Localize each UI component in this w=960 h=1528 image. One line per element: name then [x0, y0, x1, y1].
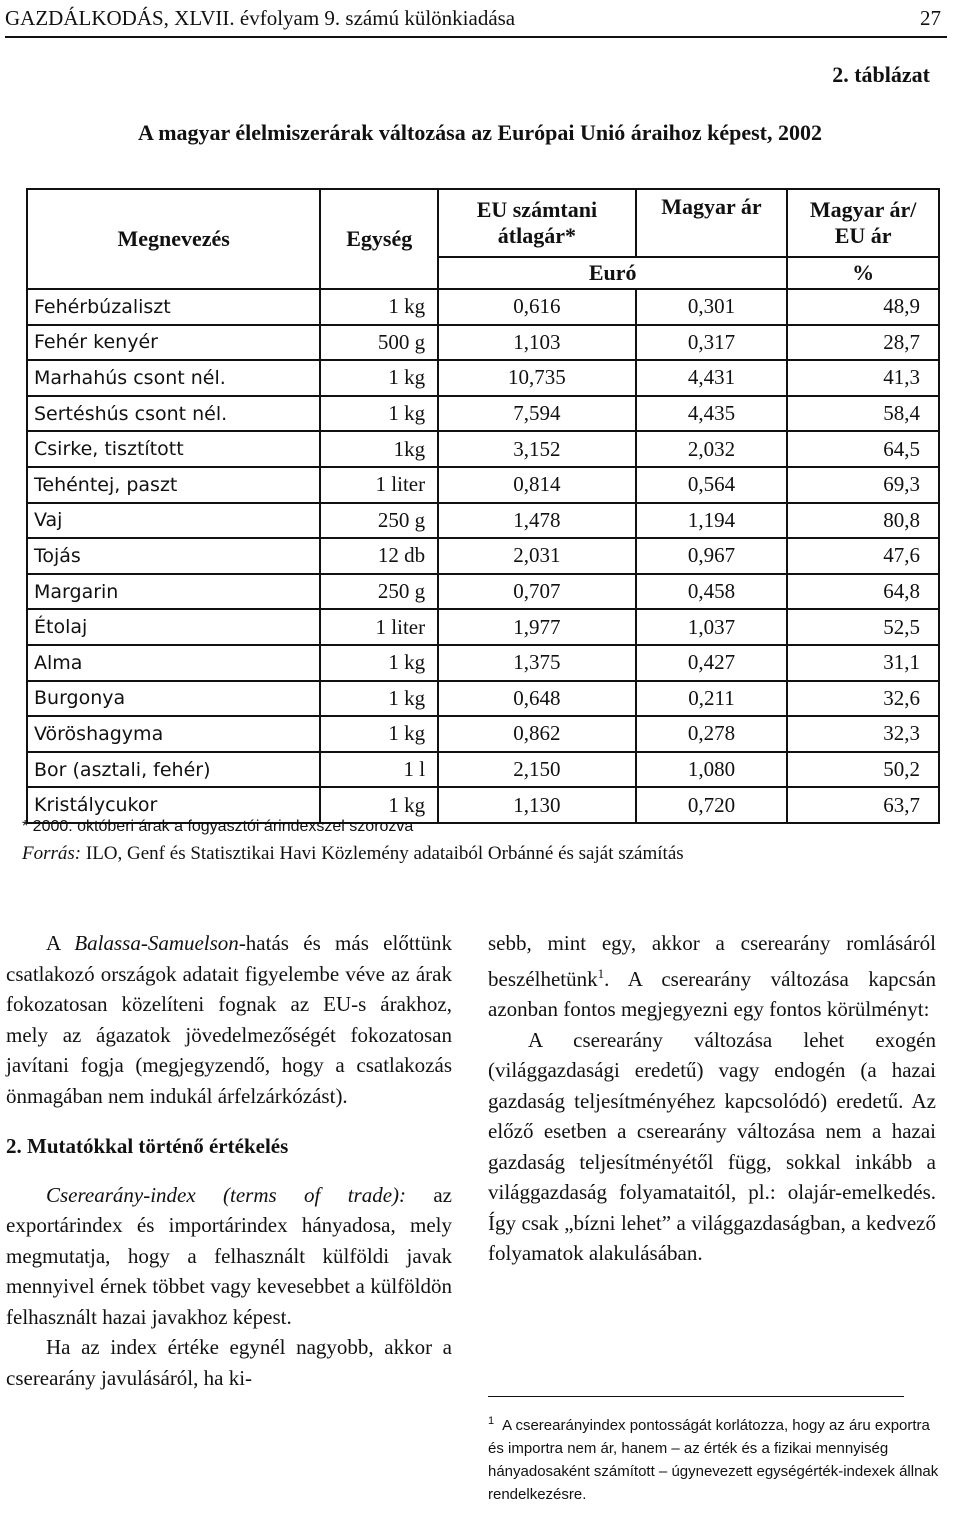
paragraph: A cserearány változása lehet exogén (világgazdasági eredetű) vagy endogén (a hazai gazdaság teljesítményéhez kapcsolódó) eredetű. Az előző esetben a cserearány változása nem a hazai gazdaság teljesítményétől függ, sokkal inkább a világgazdaság folyamataitól, pl.: olajár-emelkedés. Így csak „bízni lehet” a világgazdaságban, a kedvező folyamatok alakulásában.	[488, 1027, 936, 1265]
table-row	[27, 431, 939, 467]
cell-hu-price: 1,037	[636, 609, 788, 645]
table-row	[27, 681, 939, 717]
cell-name: Fehérbúzaliszt	[27, 289, 320, 325]
table-row	[27, 574, 939, 610]
cell-unit: 1 l	[320, 752, 438, 788]
cell-eu-price: 0,862	[438, 716, 636, 752]
cell-ratio: 50,2	[787, 752, 939, 788]
table-row	[27, 716, 939, 752]
cell-ratio: 69,3	[787, 467, 939, 503]
text-column-right	[488, 928, 936, 1269]
table-row	[27, 467, 939, 503]
table-row	[27, 360, 939, 396]
cell-eu-price: 1,375	[438, 645, 636, 681]
cell-eu-price: 10,735	[438, 360, 636, 396]
cell-ratio: 31,1	[787, 645, 939, 681]
cell-eu-price: 2,150	[438, 752, 636, 788]
cell-unit: 1kg	[320, 431, 438, 467]
table-row	[27, 645, 939, 681]
cell-hu-price: 4,435	[636, 396, 788, 432]
table-title: A magyar élelmiszerárak változása az Európai Unió áraihoz képest, 2002	[138, 120, 822, 145]
cell-name: Sertéshús csont nél.	[27, 396, 320, 432]
cell-hu-price: 0,458	[636, 574, 788, 610]
table-row	[27, 609, 939, 645]
table-footnote: * 2000. októberi árak a fogyasztói árindexszel szorozva	[22, 818, 414, 835]
cell-eu-price: 0,814	[438, 467, 636, 503]
cell-unit: 500 g	[320, 325, 438, 361]
footnote-mark: 1	[488, 1415, 495, 1427]
table-row	[27, 289, 939, 325]
paragraph: Cserearány-index (terms of trade): az exportárindex és importárindex hányadosa, mely megmutatja, hogy a felhasznált külföldi javak mennyivel érnek többet vagy kevesebbet a külföldön felhasznált hazai javakhoz képest.	[6, 1182, 452, 1329]
cell-name: Fehér kenyér	[27, 325, 320, 361]
cell-unit: 1 kg	[320, 681, 438, 717]
cell-name: Csirke, tisztított	[27, 431, 320, 467]
cell-name: Tehéntej, paszt	[27, 467, 320, 503]
cell-hu-price: 0,967	[636, 538, 788, 574]
cell-hu-price: 0,720	[636, 787, 788, 823]
cell-hu-price: 0,427	[636, 645, 788, 681]
table-source	[22, 843, 684, 865]
price-table	[26, 188, 940, 824]
footnote-text: A cserearányindex pontosságát korlátozza, hogy az áru exportra és importra nem ár, hanem – az érték és a fizikai mennyiség hányadosaként számított – úgynevezett egységérték-indexek állnak rendelkezésre.	[488, 1417, 939, 1503]
text-column-left	[6, 928, 452, 1393]
table-row	[27, 325, 939, 361]
cell-unit: 1 kg	[320, 396, 438, 432]
cell-unit: 12 db	[320, 538, 438, 574]
cell-ratio: 32,3	[787, 716, 939, 752]
cell-hu-price: 4,431	[636, 360, 788, 396]
cell-name: Burgonya	[27, 681, 320, 717]
cell-ratio: 64,8	[787, 574, 939, 610]
source-label: Forrás:	[22, 843, 82, 864]
col-header-name: Megnevezés	[27, 189, 320, 289]
cell-name: Tojás	[27, 538, 320, 574]
cell-ratio: 64,5	[787, 431, 939, 467]
table-row	[27, 538, 939, 574]
cell-unit: 1 kg	[320, 716, 438, 752]
cell-ratio: 28,7	[787, 325, 939, 361]
cell-name: Bor (asztali, fehér)	[27, 752, 320, 788]
cell-name: Étolaj	[27, 609, 320, 645]
cell-hu-price: 2,032	[636, 431, 788, 467]
cell-ratio: 80,8	[787, 503, 939, 539]
cell-eu-price: 1,977	[438, 609, 636, 645]
source-text: ILO, Genf és Statisztikai Havi Közlemény adataiból Orbánné és saját számítás	[81, 843, 684, 864]
unit-euro-header: Euró	[438, 257, 787, 289]
cell-unit: 250 g	[320, 503, 438, 539]
unit-percent-header: %	[787, 257, 939, 289]
cell-name: Kristálycukor	[27, 787, 320, 823]
cell-unit: 1 liter	[320, 467, 438, 503]
table-number: 2. táblázat	[832, 62, 930, 87]
cell-unit: 1 kg	[320, 289, 438, 325]
cell-unit: 1 kg	[320, 787, 438, 823]
cell-ratio: 32,6	[787, 681, 939, 717]
col-header-unit: Egység	[320, 189, 438, 289]
cell-ratio: 52,5	[787, 609, 939, 645]
cell-eu-price: 1,478	[438, 503, 636, 539]
cell-name: Margarin	[27, 574, 320, 610]
cell-eu-price: 0,707	[438, 574, 636, 610]
journal-title: GAZDÁLKODÁS, XLVII. évfolyam 9. számú különkiadása	[5, 6, 516, 30]
paragraph: sebb, mint egy, akkor a cserearány romlásáról beszélhetünk$^1$. A cserearány változása kapcsán azonban fontos megjegyezni egy fontos körülményt:	[488, 931, 936, 1021]
cell-name: Marhahús csont nél.	[27, 360, 320, 396]
cell-eu-price: 0,648	[438, 681, 636, 717]
cell-hu-price: 0,317	[636, 325, 788, 361]
cell-hu-price: 0,301	[636, 289, 788, 325]
cell-eu-price: 3,152	[438, 431, 636, 467]
cell-unit: 1 kg	[320, 645, 438, 681]
table-row	[27, 503, 939, 539]
col-header-ratio: Magyar ár/ EU ár	[787, 189, 939, 257]
table-row	[27, 396, 939, 432]
page-footnote	[488, 1410, 940, 1506]
cell-eu-price: 1,103	[438, 325, 636, 361]
cell-ratio: 41,3	[787, 360, 939, 396]
footnote-divider	[488, 1396, 904, 1397]
cell-eu-price: 0,616	[438, 289, 636, 325]
cell-hu-price: 1,080	[636, 752, 788, 788]
cell-hu-price: 0,278	[636, 716, 788, 752]
running-header	[5, 6, 947, 38]
cell-hu-price: 0,211	[636, 681, 788, 717]
cell-eu-price: 2,031	[438, 538, 636, 574]
col-header-eu-price: EU számtani átlagár*	[438, 189, 636, 257]
col-header-hu-price: Magyar ár	[636, 189, 788, 257]
cell-name: Vöröshagyma	[27, 716, 320, 752]
cell-name: Vaj	[27, 503, 320, 539]
cell-name: Alma	[27, 645, 320, 681]
page-number: 27	[920, 6, 941, 30]
cell-hu-price: 1,194	[636, 503, 788, 539]
cell-eu-price: 1,130	[438, 787, 636, 823]
cell-hu-price: 0,564	[636, 467, 788, 503]
cell-ratio: 47,6	[787, 538, 939, 574]
paragraph: Ha az index értéke egynél nagyobb, akkor a cserearány javulásáról, ha ki-	[6, 1335, 452, 1390]
section-heading: 2. Mutatókkal történő értékelés	[6, 1134, 289, 1158]
cell-ratio: 63,7	[787, 787, 939, 823]
table-header-row	[27, 189, 939, 257]
cell-unit: 1 liter	[320, 609, 438, 645]
cell-ratio: 58,4	[787, 396, 939, 432]
cell-unit: 250 g	[320, 574, 438, 610]
paragraph: A Balassa-Samuelson-hatás és más előttünk csatlakozó országok adatait figyelembe véve az árak fokozatosan közelíteni fognak az EU-s árakhoz, mely az ágazatok jövedelmezőségét fokozatosan javítani fogja (megjegyzendő, hogy a csatlakozás önmagában nem indukál árfelzárkózást).	[6, 931, 452, 1108]
cell-eu-price: 7,594	[438, 396, 636, 432]
cell-unit: 1 kg	[320, 360, 438, 396]
table-row	[27, 752, 939, 788]
cell-ratio: 48,9	[787, 289, 939, 325]
footnote-ref: 1	[597, 965, 605, 981]
